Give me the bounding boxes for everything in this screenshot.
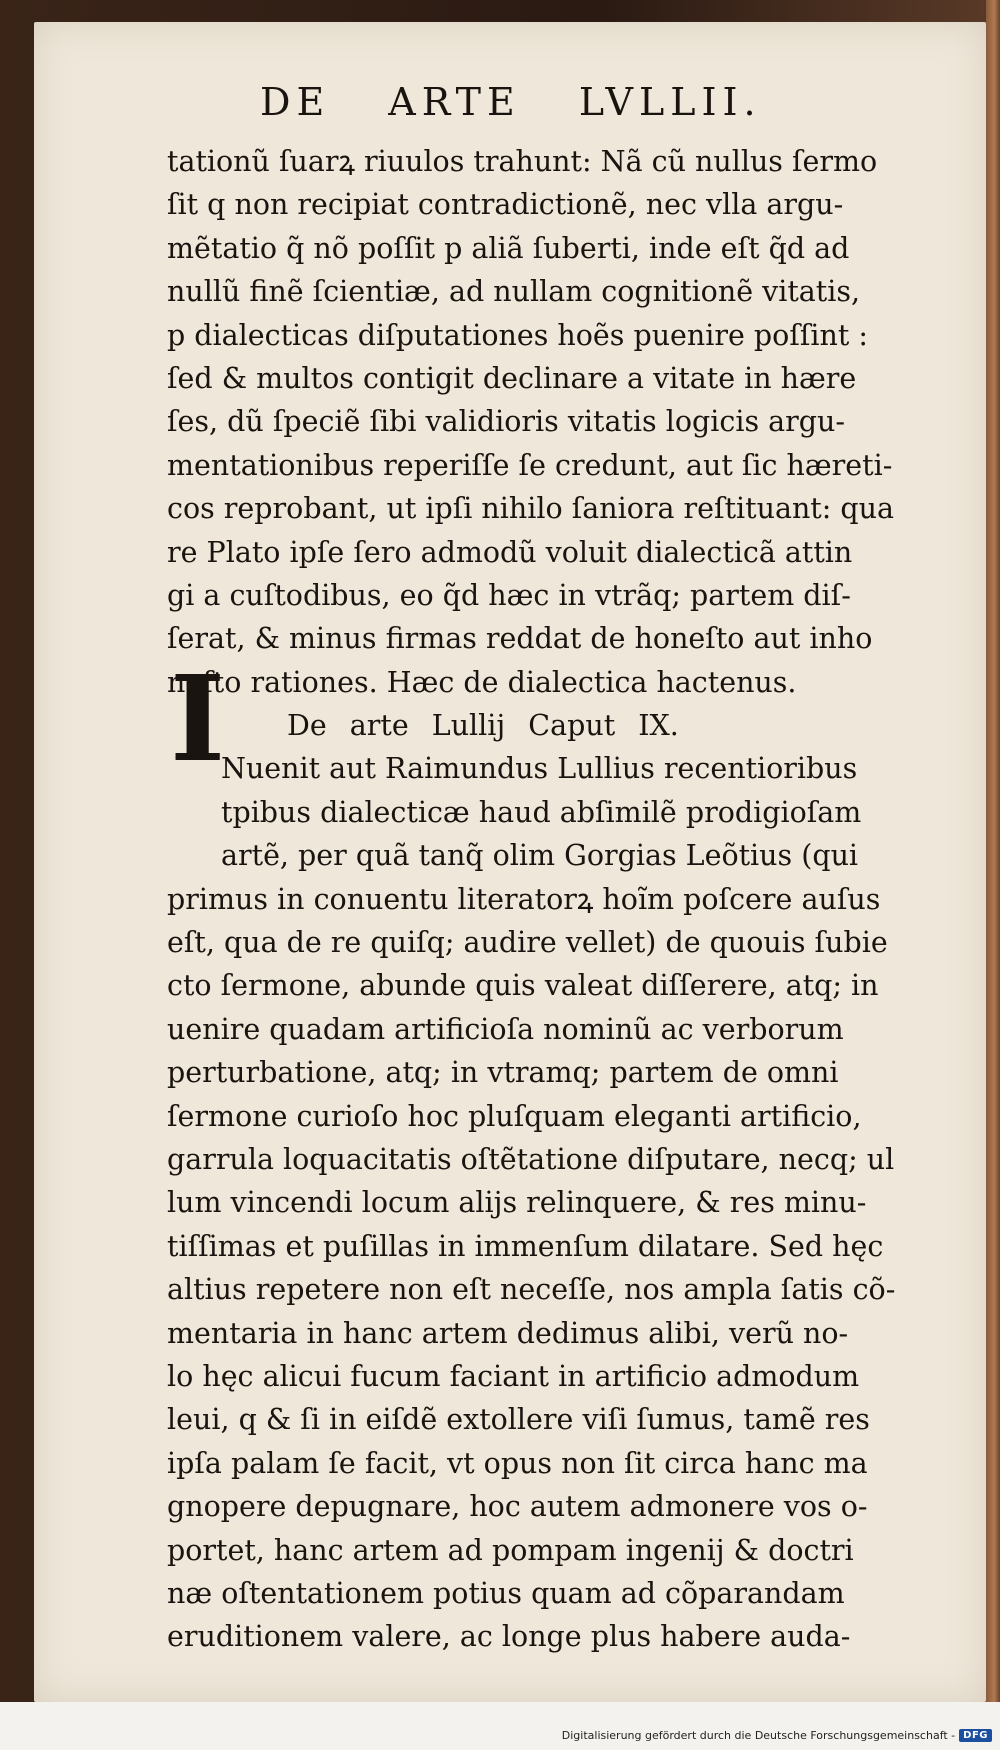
text-line: ſed & multos contigit declinare a vitate in hære [167, 361, 857, 395]
text-line: mẽtatio q̃ nõ poſſit p aliã ſuberti, inde eſt q̃d ad [167, 231, 850, 265]
text-line: artẽ, per quã tanq̃ olim Gorgias Leõtius (qui [221, 839, 859, 873]
text-line: gnopere depugnare, hoc autem admonere vos o- [167, 1490, 868, 1524]
dfg-credit [562, 1729, 992, 1742]
credit-text: Digitalisierung gefördert durch die Deutsche Forschungsgemeinschaft - [561, 1729, 956, 1742]
text-line: lo hęc alicui fucum faciant in artificio admodum [167, 1359, 860, 1393]
text-line: mentaria in hanc artem dedimus alibi, verũ no- [167, 1316, 849, 1350]
text-line: næ oſtentationem potius quam ad cõparandam [167, 1576, 845, 1610]
text-line: re Plato ipſe ſero admodũ voluit dialecticã attin [167, 535, 853, 569]
text-line: neſto rationes. Hæc de dialectica hactenus. [167, 665, 797, 699]
text-line: ſes, dũ ſpeciẽ ſibi validioris vitatis logicis argu- [167, 405, 845, 439]
text-line: ſermone curioſo hoc pluſquam eleganti artificio, [167, 1099, 862, 1133]
text-line: portet, hanc artem ad pompam ingenij & doctri [167, 1533, 854, 1567]
text-line: tationũ ſuarꝝ riuulos trahunt: Nã cũ nullus ſermo [167, 145, 878, 178]
text-line: uenire quadam artificioſa nominũ ac verborum [167, 1012, 844, 1046]
text-line: tpibus dialecticæ haud abſimilẽ prodigioſam [221, 795, 862, 829]
text-line: gi a cuſtodibus, eo q̃d hæc in vtrãq; partem diſ- [167, 578, 851, 612]
text-line: ipſa palam ſe facit, vt opus non ſit circa hanc ma [167, 1446, 868, 1480]
text-line: mentationibus reperiſſe ſe credunt, aut ſic hæreti- [167, 448, 893, 482]
running-title: DE ARTE LVLLII. [260, 80, 762, 124]
text-line: ſerat, & minus firmas reddat de honeſto aut inho [167, 622, 873, 656]
text-line: tiſſimas et puſillas in immenſum dilatare. Sed hęc [167, 1229, 884, 1263]
text-line: ſit q non recipiat contradictionẽ, nec vlla argu- [167, 188, 844, 222]
footer-strip [0, 1702, 1000, 1750]
text-line: eſt, qua de re quiſq; audire vellet) de quouis ſubie [167, 926, 888, 960]
text-line: nullũ finẽ ſcientiæ, ad nullam cognitionẽ vitatis, [167, 275, 861, 309]
text-line: lum vincendi locum alijs relinquere, & res minu- [167, 1186, 867, 1220]
drop-cap-initial: I [170, 649, 226, 788]
chapter-title: De arte Lullij Caput IX. [287, 709, 679, 743]
text-line: eruditionem valere, ac longe plus habere auda- [167, 1620, 851, 1654]
text-line: altius repetere non eſt neceſſe, nos ampla ſatis cõ- [167, 1273, 896, 1307]
text-line: Nuenit aut Raimundus Lullius recentioribus [221, 752, 858, 786]
text-line: cos reprobant, ut ipſi nihilo ſaniora reſtituant: qua [167, 492, 895, 526]
text-line: leui, q & ſi in eiſdẽ extollere viſi ſumus, tamẽ res [167, 1403, 870, 1437]
text-line: perturbatione, atq; in vtramq; partem de omni [167, 1056, 839, 1090]
text-line: cto ſermone, abunde quis valeat diſſerere, atq; in [167, 969, 879, 1003]
page-text [167, 140, 932, 1659]
text-line: garrula loquacitatis oſtẽtatione diſputare, necq; ul [167, 1142, 895, 1176]
book-edge [986, 0, 1000, 1710]
text-line: p dialecticas diſputationes hoẽs puenire poſſint : [167, 318, 869, 352]
dfg-logo: DFG [959, 1729, 992, 1742]
text-line: primus in conuentu literatorꝝ hoĩm poſcere auſus [167, 882, 881, 916]
